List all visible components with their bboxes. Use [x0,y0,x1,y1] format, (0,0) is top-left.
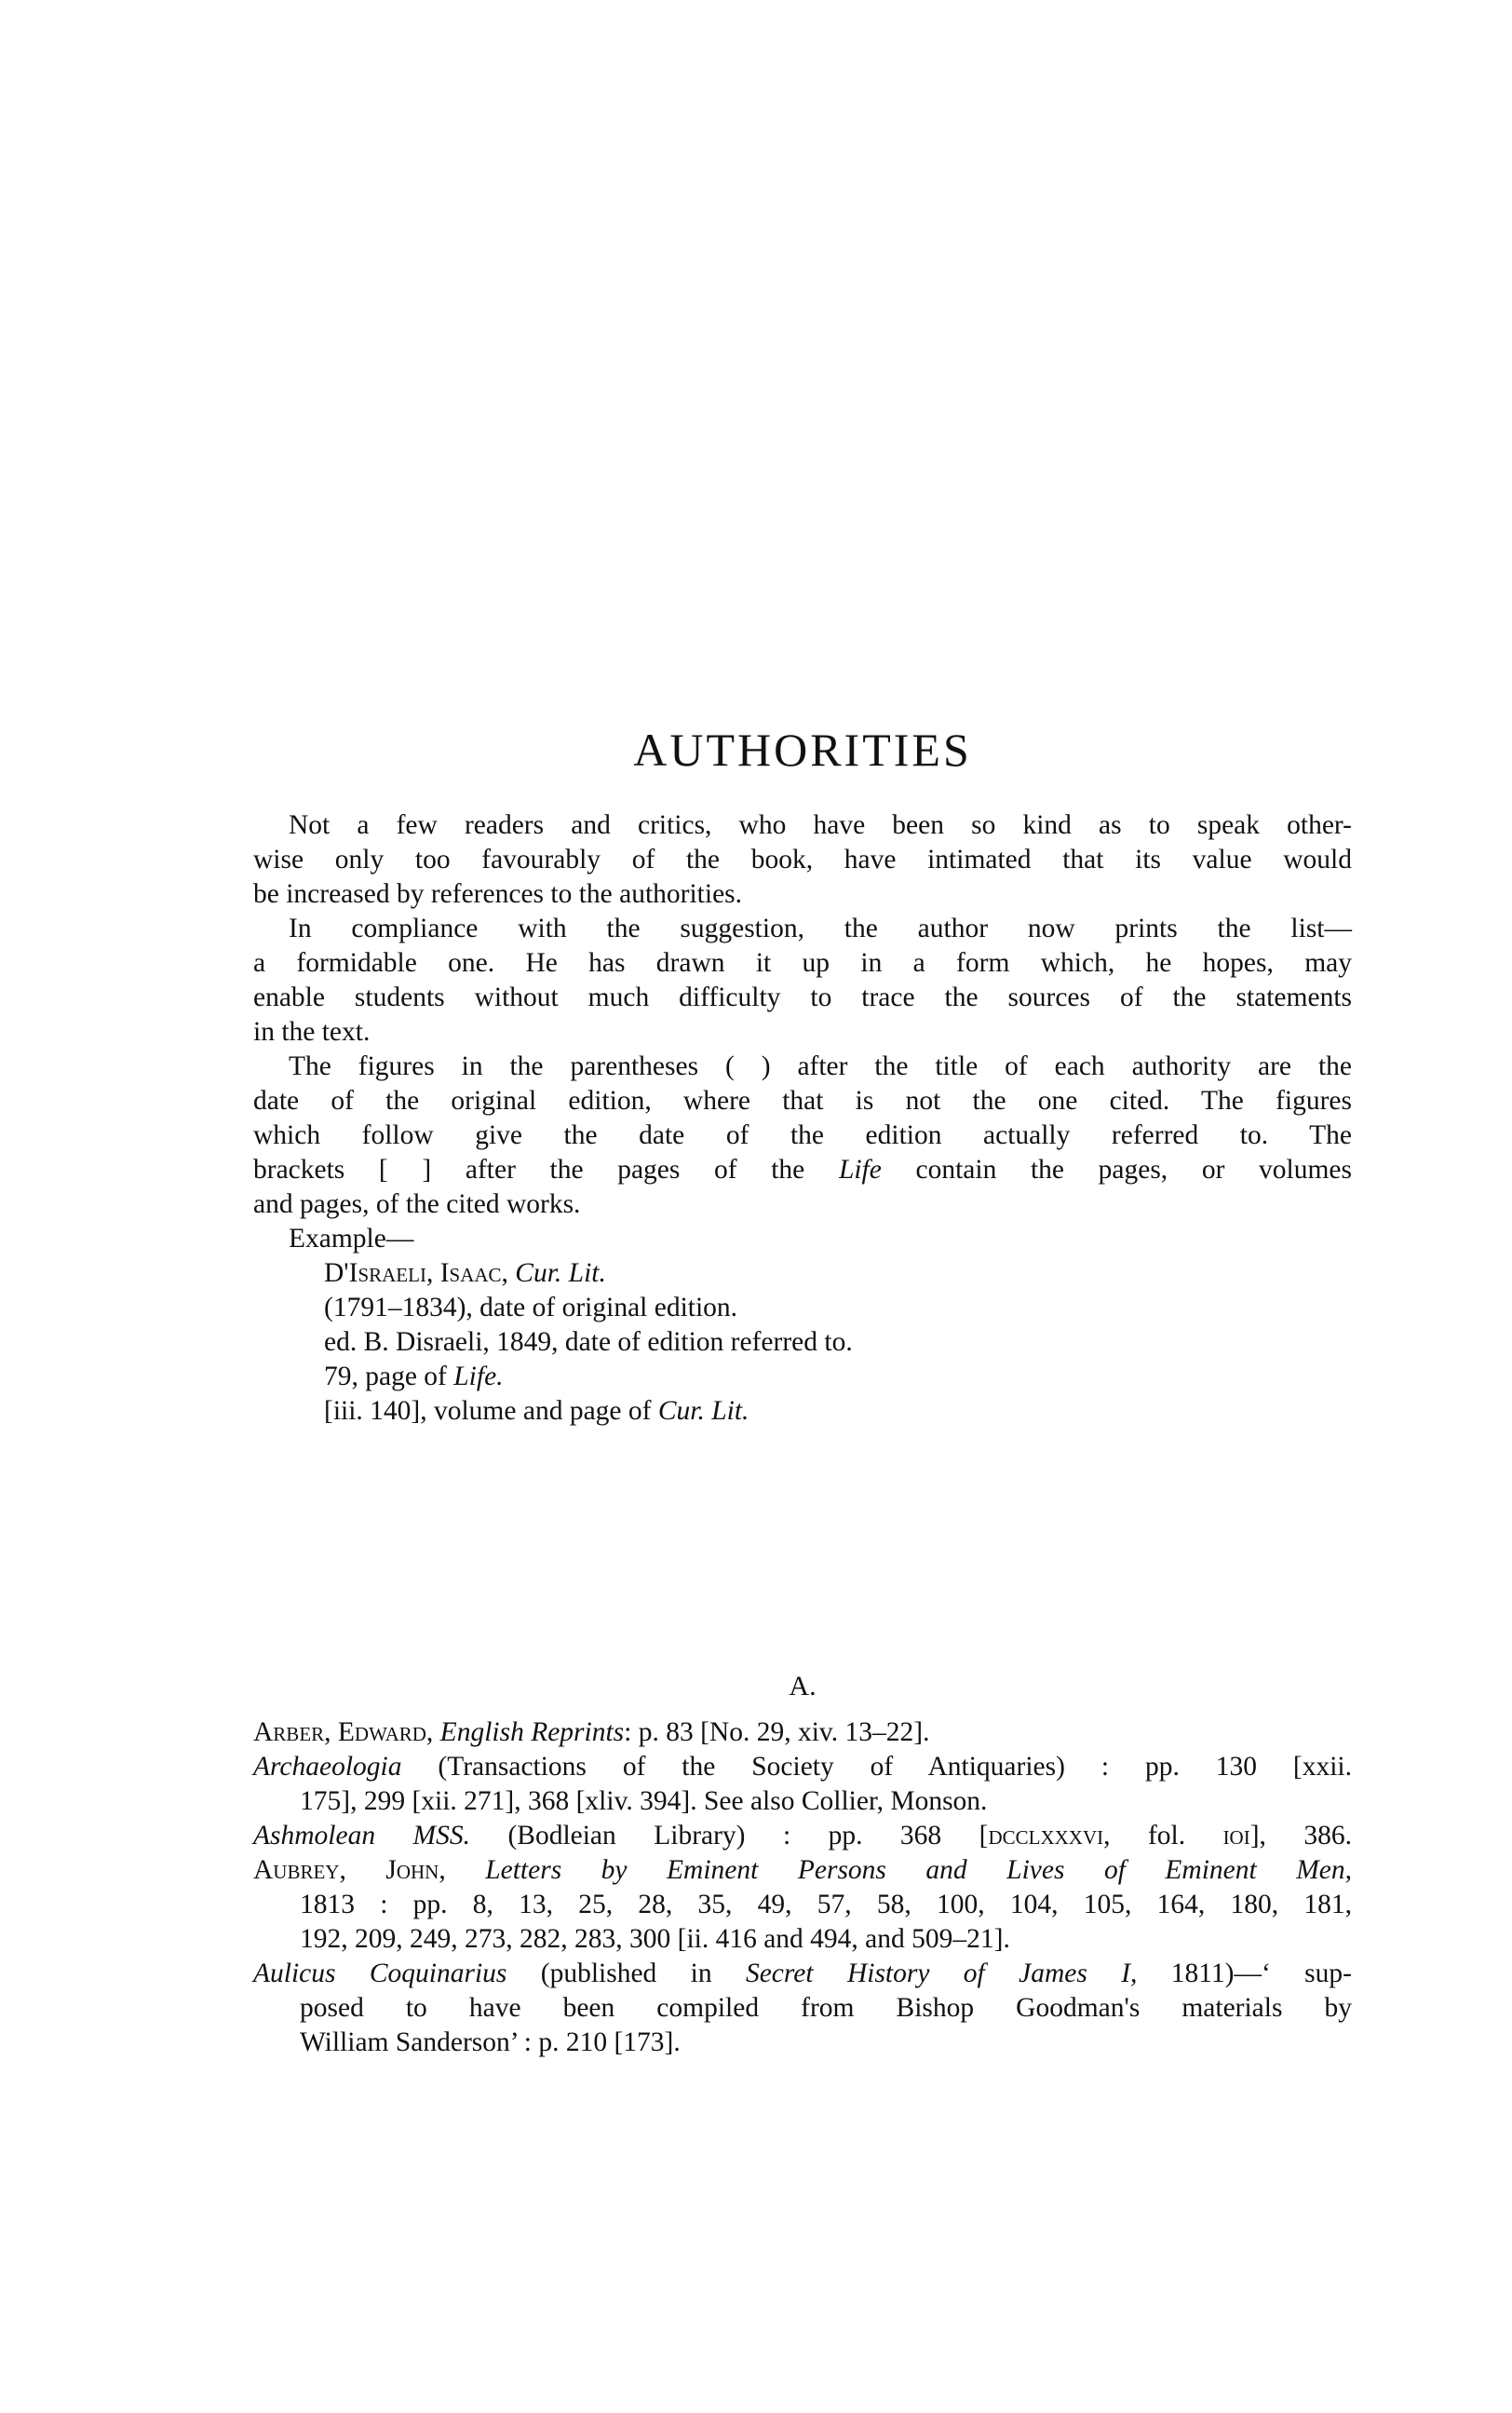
text-run: ], 386. [1249,1821,1352,1850]
authorities-list [253,1715,1352,2060]
text-line [253,1153,1352,1187]
text-line: William Sanderson’ : p. 210 [173]. [300,2027,681,2057]
italic-title: Life. [453,1362,504,1391]
text-line: in the text. [253,1017,371,1047]
text-line: a formidable one. He has drawn it up in a form which, he hopes, may [253,948,1352,978]
intro-paragraph-2 [253,912,1352,1050]
italic-title: Cur. Lit. [515,1258,606,1288]
entry-archaeologia [253,1750,1352,1819]
italic-title: Aulicus Coquinarius [253,1959,507,1988]
text-line [253,1715,1352,1750]
author-name: Arber, Edward, [253,1717,434,1747]
author-name: Aubrey, John, [253,1855,446,1885]
text-line [253,1957,1352,1991]
italic-title: Secret History of James I, [745,1959,1138,1988]
italic-title: Ashmolean MSS. [253,1821,470,1850]
example-page [324,1360,1352,1394]
text-line [253,1819,1352,1853]
author-name: D'Israeli, Isaac, [324,1258,508,1288]
text-line: enable students without much difficulty to trace the sources of the statements [253,983,1352,1012]
intro-paragraph-3 [253,1050,1352,1222]
italic-title: English Reprints [439,1717,625,1747]
example-label: Example— [289,1224,414,1254]
example-block [253,1256,1352,1429]
italic-title: Life [838,1155,882,1185]
text-line: wise only too favourably of the book, have intimated that its value would [253,845,1352,874]
intro-text [253,808,1352,1429]
text-run: : p. 83 [No. 29, xiv. 13–22]. [624,1717,930,1747]
text-line: In compliance with the suggestion, the author now prints the list— [289,914,1352,943]
text-line: date of the original edition, where that is not the one cited. The figures [253,1086,1352,1116]
text-line: Not a few readers and critics, who have been so kind as to speak other- [289,810,1352,840]
example-edition: ed. B. Disraeli, 1849, date of edition referred to. [324,1327,853,1357]
text-run: [iii. 140], volume and page of [324,1396,658,1426]
entry-aubrey [253,1853,1352,1957]
text-line [253,1750,1352,1784]
example-volume [324,1394,1352,1429]
text-run: (Bodleian Library) : pp. 368 [ [470,1821,989,1850]
section-heading-a: A. [789,1671,817,1701]
text-run: 79, page of [324,1362,454,1391]
example-name [324,1256,1352,1291]
text-line: which follow give the date of the edition actually referred to. The [253,1120,1352,1150]
entry-aulicus [253,1957,1352,2060]
italic-title: Cur. Lit. [657,1396,749,1426]
italic-title: Letters by Eminent Persons and Lives of Eminent Men, [485,1855,1353,1885]
text-line: posed to have been compiled from Bishop Goodman's materials by [300,1993,1352,2023]
text-line: 175], 299 [xii. 271], 368 [xliv. 394]. See also Collier, Monson. [300,1786,988,1816]
text-line: and pages, of the cited works. [253,1189,581,1219]
roman-numeral: ioi [1222,1821,1250,1850]
text-line: 1813 : pp. 8, 13, 25, 28, 35, 49, 57, 58, 100, 104, 105, 164, 180, 181, [300,1890,1352,1919]
roman-numeral: dcclxxxvi [988,1821,1104,1850]
italic-title: Archaeologia [253,1752,402,1782]
text-line: The figures in the parentheses ( ) after the title of each authority are the [289,1051,1352,1081]
text-line: 192, 209, 249, 273, 282, 283, 300 [ii. 416 and 494, and 509–21]. [300,1924,1010,1954]
entry-ashmolean [253,1819,1352,1853]
text-line: be increased by references to the authorities. [253,879,743,909]
intro-paragraph-1 [253,808,1352,912]
text-run: 1811)—‘ sup- [1137,1959,1352,1988]
text-line [253,1853,1353,1888]
entry-arber [253,1715,1352,1750]
text-run: contain the pages, or volumes [881,1155,1353,1185]
page-title: AUTHORITIES [633,723,972,776]
example-original-date: (1791–1834), date of original edition. [324,1293,738,1322]
text-run: (published in [506,1959,746,1988]
text-run: brackets [ ] after the pages of the [253,1155,839,1185]
text-run: (Transactions of the Society of Antiquaries) : pp. 130 [xxii. [401,1752,1352,1782]
text-run: , fol. [1103,1821,1223,1850]
